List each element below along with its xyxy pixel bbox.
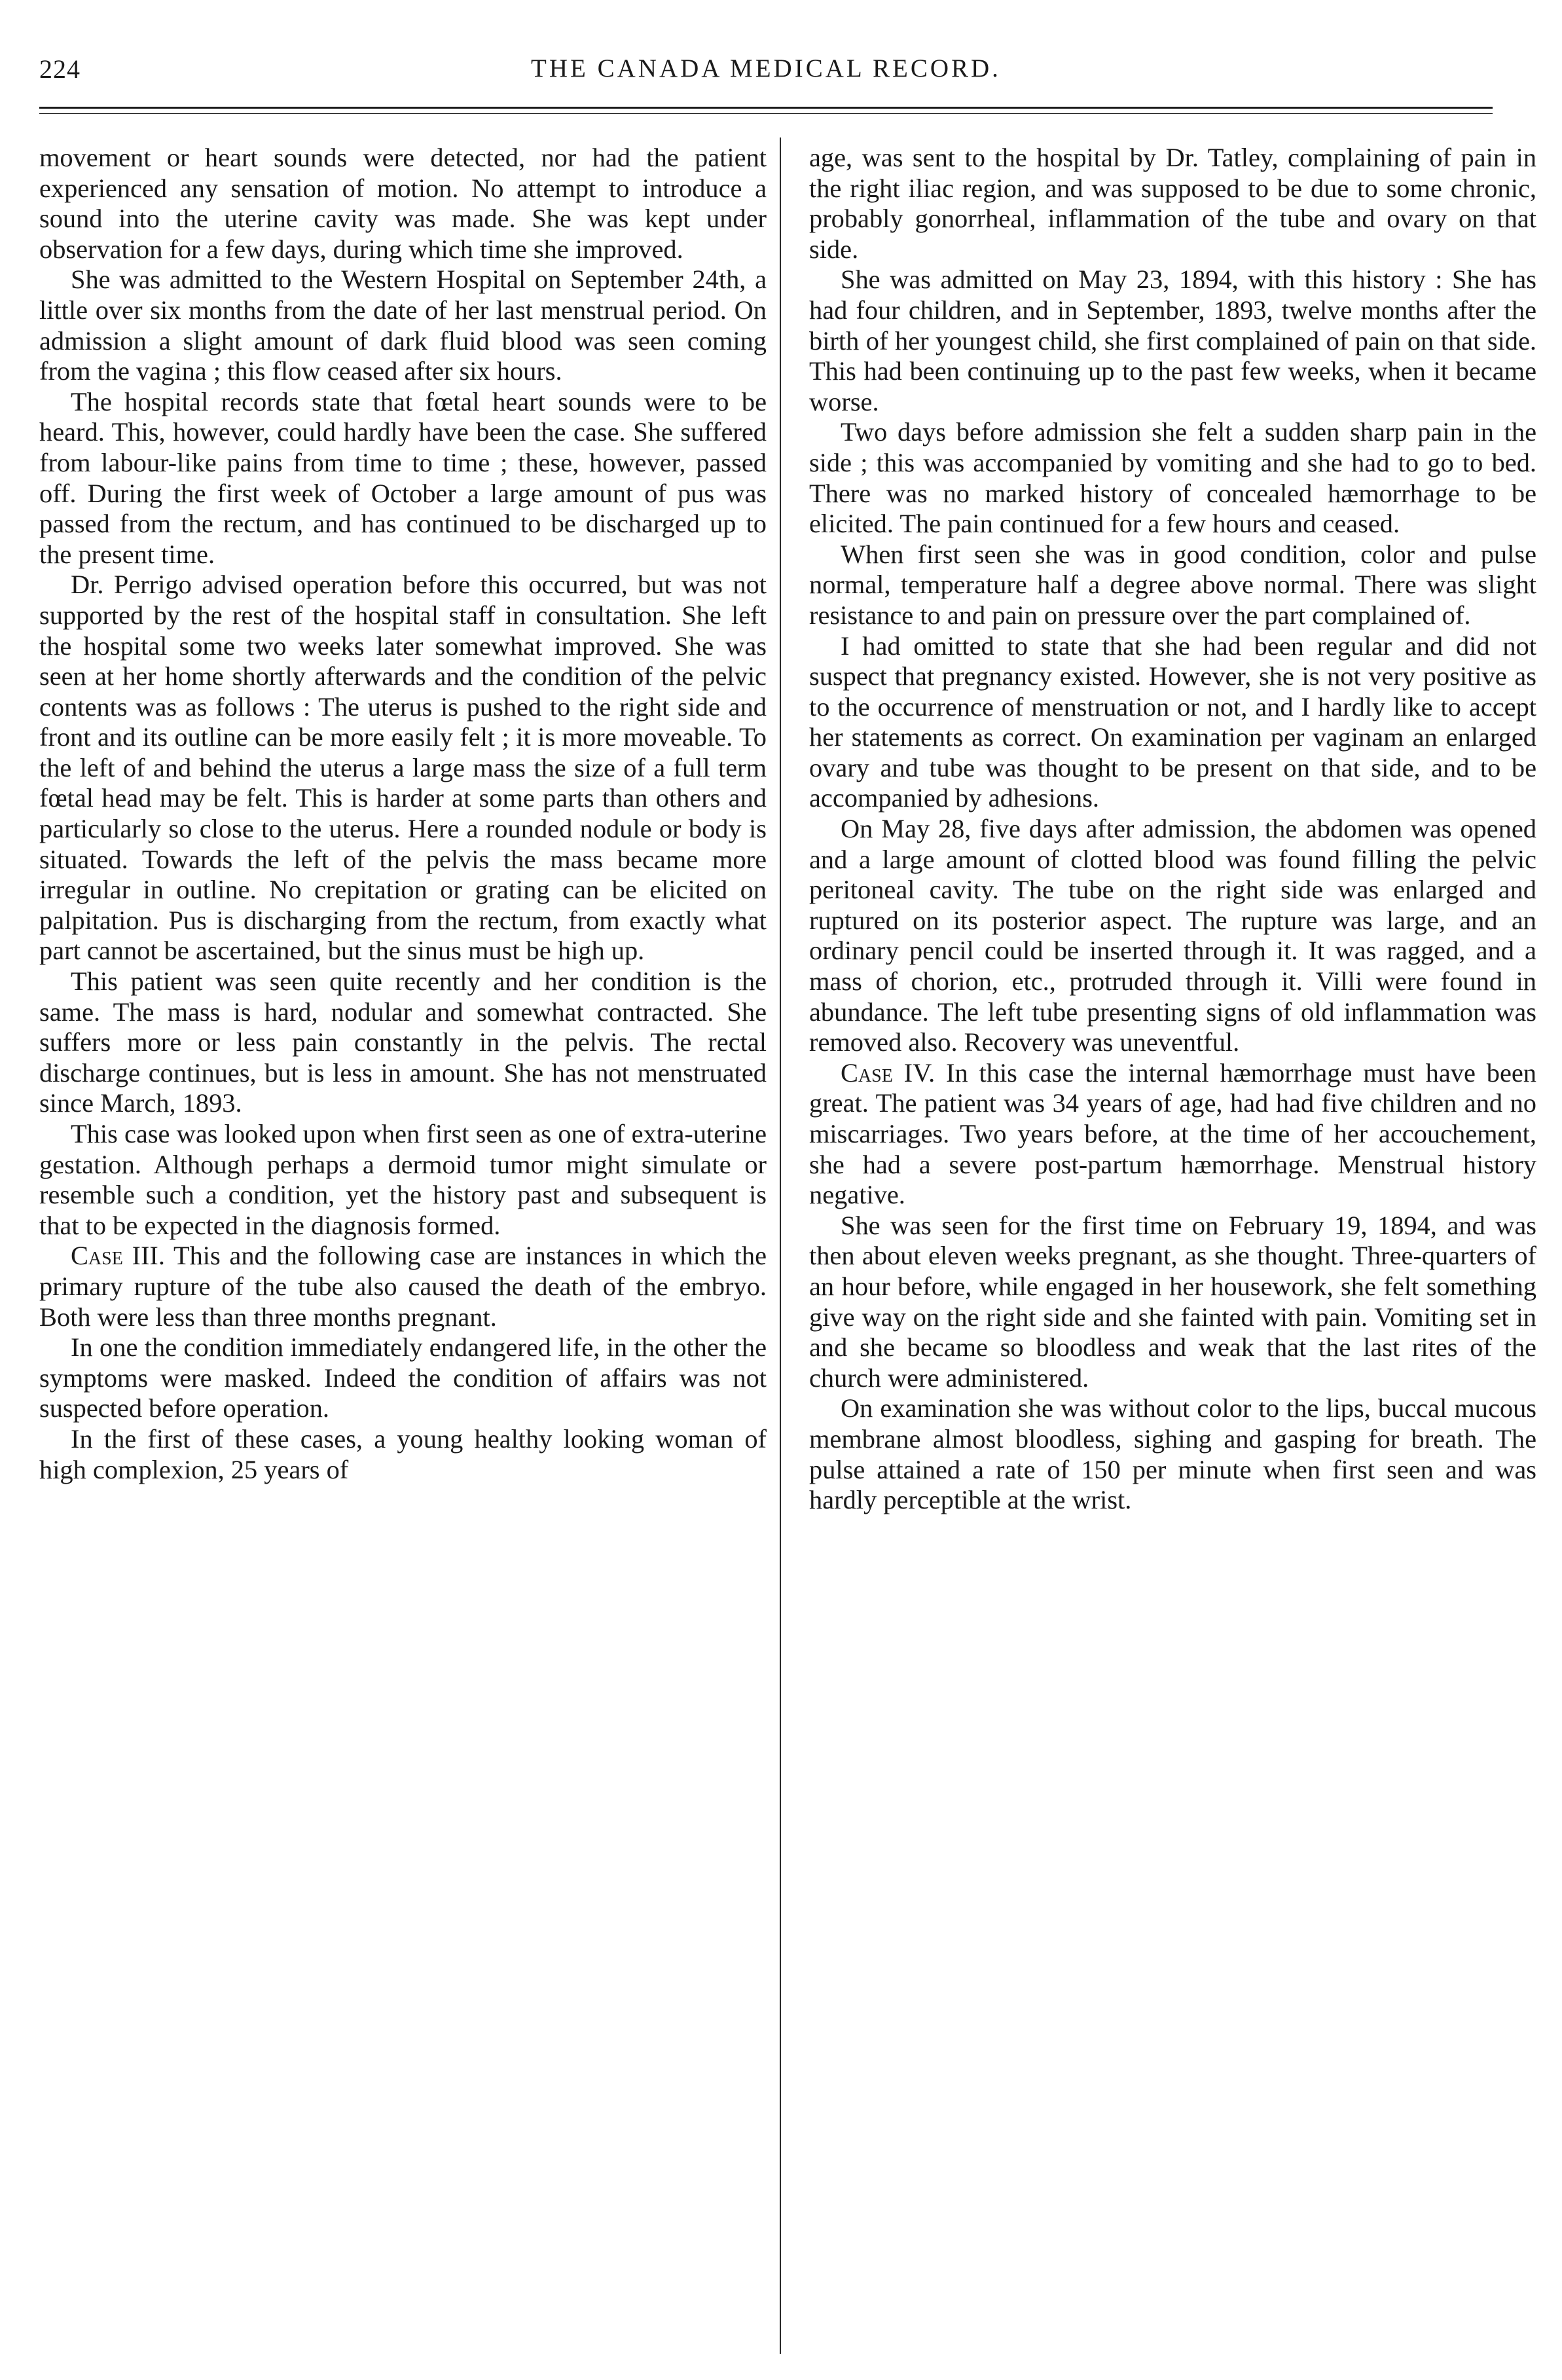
paragraph: movement or heart sounds were detected, nor had the patient experienced any sensation of motion. No attempt to introduce a sound into the uterine cavity was made. She was kept under observation for a few days, during which time she improved.	[39, 143, 767, 264]
paragraph: In the first of these cases, a young healthy looking woman of high complexion, 25 years of	[39, 1423, 767, 1484]
paragraph: age, was sent to the hospital by Dr. Tatley, complaining of pain in the right iliac region, and was supposed to be due to some chronic, probably gonorrheal, inflammation of the tube and ovary on that side.	[809, 143, 1536, 264]
paragraph: This case was looked upon when first seen as one of extra-uterine gestation. Although perhaps a dermoid tumor might simulate or resemble such a condition, yet the history past and subsequent is that to be expected in the diagnosis formed.	[39, 1119, 767, 1240]
paragraph: In one the condition immediately endangered life, in the other the symptoms were masked. Indeed the condition of affairs was not suspected before operation.	[39, 1332, 767, 1423]
paragraph: Two days before admission she felt a sudden sharp pain in the side ; this was accompanied by vomiting and she had to go to bed. There was no marked history of concealed hæmorrhage to be elicited. The pain continued for a few hours and ceased.	[809, 417, 1536, 539]
paragraph: Dr. Perrigo advised operation before this occurred, but was not supported by the rest of the hospital staff in consultation. She left the hospital some two weeks later somewhat improved. She was seen at her home shortly afterwards and the condition of the pelvic contents was as follows : The uterus is pushed to the right side and front and its outline can be more easily felt ; it is more moveable. To the left of and behind the uterus a large mass the size of a full term fœtal head may be felt. This is harder at some parts than others and particularly so close to the uterus. Here a rounded nodule or body is situated. Towards the left of the pelvis the mass became more irregular in outline. No crepitation or grating can be elicited on palpitation. Pus is discharging from the rectum, from exactly what part cannot be ascertained, but the sinus must be high up.	[39, 570, 767, 966]
page-number: 224	[39, 54, 81, 84]
paragraph: She was seen for the first time on February 19, 1894, and was then about eleven weeks pregnant, as she thought. Three-quarters of an hour before, while engaged in her housework, she felt something give way on the right side and she fainted with pain. Vomiting set in and she became so bloodless and weak that the last rites of the church were administered.	[809, 1210, 1536, 1393]
paragraph: I had omitted to state that she had been regular and did not suspect that pregnancy existed. However, she is not very positive as to the occurrence of menstruation or not, and I hardly like to accept her statements as correct. On examination per vaginam an enlarged ovary and tube was thought to be present on that side, and to be accompanied by adhesions.	[809, 631, 1536, 813]
paragraph: On May 28, five days after admission, the abdomen was opened and a large amount of clotted blood was found filling the pelvic peritoneal cavity. The tube on the right side was enlarged and ruptured on its posterior aspect. The rupture was large, and an ordinary pencil could be inserted through it. It was ragged, and a mass of chorion, etc., protruded through it. Villi were found in abundance. The left tube presenting signs of old inflammation was removed also. Recovery was uneventful.	[809, 814, 1536, 1057]
paragraph: The hospital records state that fœtal heart sounds were to be heard. This, however, could hardly have been the case. She suffered from labour-like pains from time to time ; these, however, passed off. During the first week of October a large amount of pus was passed from the rectum, and has continued to be discharged up to the present time.	[39, 386, 767, 569]
paragraph-case-iii	[39, 1241, 767, 1332]
paragraph: She was admitted on May 23, 1894, with this history : She has had four children, and in September, 1893, twelve months after the birth of her youngest child, she first complained of pain on that side. This had been continuing up to the past few weeks, when it became worse.	[809, 265, 1536, 416]
paragraph: When first seen she was in good condition, color and pulse normal, temperature half a degree above normal. There was slight resistance to and pain on pressure over the part complained of.	[809, 539, 1536, 630]
paragraph: This patient was seen quite recently and her condition is the same. The mass is hard, nodular and somewhat contracted. She suffers more or less pain constantly in the pelvis. The rectal discharge continues, but is less in amount. She has not menstruated since March, 1893.	[39, 966, 767, 1118]
case-heading: Case IV.	[841, 1057, 935, 1088]
column-divider	[780, 137, 781, 2354]
right-column	[809, 143, 1536, 1516]
case-heading: Case III.	[71, 1241, 165, 1271]
paragraph: She was admitted to the Western Hospital on September 24th, a little over six months from the date of her last menstrual period. On admission a slight amount of dark fluid blood was seen coming from the vagina ; this flow ceased after six hours.	[39, 265, 767, 386]
header-rule	[39, 107, 1493, 109]
paragraph-text: In this case the internal hæmorrhage must have been great. The patient was 34 years of age, had had five children and no miscarriages. Two years before, at the time of her accouchement, she had a severe post-partum hæmorrhage. Menstrual history negative.	[809, 1057, 1536, 1210]
header-rule-thin	[39, 113, 1493, 114]
paragraph-text: This and the following case are instances in which the primary rupture of the tube also caused the death of the embryo. Both were less than three months pregnant.	[39, 1241, 767, 1332]
running-title: THE CANADA MEDICAL RECORD.	[531, 54, 1001, 82]
page-header	[39, 54, 1493, 93]
left-column	[39, 143, 767, 1485]
paragraph: On examination she was without color to the lips, buccal mucous membrane almost bloodless, sighing and gasping for breath. The pulse attained a rate of 150 per minute when first seen and was hardly perceptible at the wrist.	[809, 1393, 1536, 1515]
paragraph-case-iv	[809, 1058, 1536, 1211]
